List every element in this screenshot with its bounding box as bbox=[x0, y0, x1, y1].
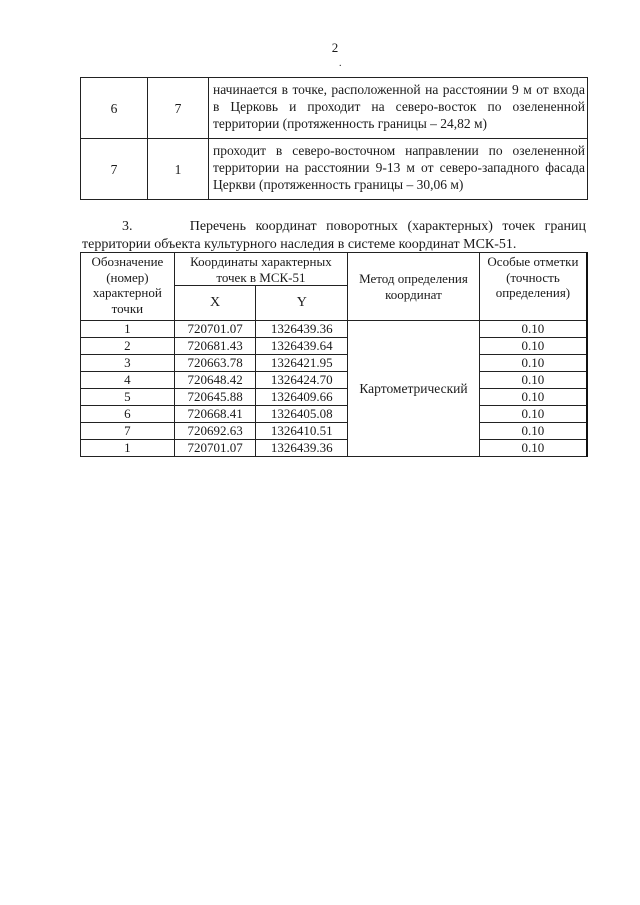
point-cell: 4 bbox=[81, 372, 175, 389]
y-cell: 1326439.36 bbox=[256, 321, 348, 338]
accuracy-cell: 0.10 bbox=[479, 372, 587, 389]
accuracy-cell: 0.10 bbox=[479, 406, 587, 423]
table-row bbox=[81, 321, 588, 338]
x-cell: 720701.07 bbox=[174, 440, 256, 457]
x-cell: 720701.07 bbox=[174, 321, 256, 338]
accuracy-cell: 0.10 bbox=[479, 321, 587, 338]
point-cell: 2 bbox=[81, 338, 175, 355]
page-mark: . bbox=[339, 58, 342, 69]
table-row bbox=[81, 406, 588, 423]
boundary-from-point: 7 bbox=[81, 139, 148, 200]
coordinates-column-header: Координаты характерных точек в МСК-51 bbox=[174, 253, 347, 286]
x-cell: 720645.88 bbox=[174, 389, 256, 406]
boundary-to-point: 7 bbox=[148, 78, 209, 139]
boundary-to-point: 1 bbox=[148, 139, 209, 200]
accuracy-cell: 0.10 bbox=[479, 355, 587, 372]
point-cell: 6 bbox=[81, 406, 175, 423]
accuracy-cell: 0.10 bbox=[479, 440, 587, 457]
boundary-from-point: 6 bbox=[81, 78, 148, 139]
table-row bbox=[81, 372, 588, 389]
table-header-row bbox=[81, 253, 588, 286]
table-row bbox=[81, 423, 588, 440]
y-column-header: Y bbox=[256, 286, 348, 321]
y-cell: 1326409.66 bbox=[256, 389, 348, 406]
point-column-header: Обозначение (номер) характерной точки bbox=[81, 253, 175, 321]
page-number: 2 bbox=[331, 40, 339, 55]
point-cell: 1 bbox=[81, 321, 175, 338]
section-3-paragraph bbox=[82, 218, 586, 254]
table-row bbox=[81, 338, 588, 355]
y-cell: 1326410.51 bbox=[256, 423, 348, 440]
x-column-header: X bbox=[174, 286, 256, 321]
accuracy-cell: 0.10 bbox=[479, 338, 587, 355]
point-cell: 5 bbox=[81, 389, 175, 406]
y-cell: 1326421.95 bbox=[256, 355, 348, 372]
accuracy-cell: 0.10 bbox=[479, 423, 587, 440]
point-cell: 3 bbox=[81, 355, 175, 372]
x-cell: 720663.78 bbox=[174, 355, 256, 372]
y-cell: 1326439.64 bbox=[256, 338, 348, 355]
y-cell: 1326424.70 bbox=[256, 372, 348, 389]
point-cell: 7 bbox=[81, 423, 175, 440]
section-text: Перечень координат поворотных (характерных) точек границ территории объекта культурного наследия в системе координат МСК-51. bbox=[82, 219, 587, 252]
x-cell: 720668.41 bbox=[174, 406, 256, 423]
accuracy-cell: 0.10 bbox=[479, 389, 587, 406]
table-row bbox=[81, 389, 588, 406]
x-cell: 720692.63 bbox=[174, 423, 256, 440]
table-row bbox=[81, 440, 588, 457]
method-column-header: Метод определения координат bbox=[348, 253, 480, 321]
table-row bbox=[81, 355, 588, 372]
point-cell: 1 bbox=[81, 440, 175, 457]
coordinates-table bbox=[80, 252, 588, 457]
x-cell: 720648.42 bbox=[174, 372, 256, 389]
x-cell: 720681.43 bbox=[174, 338, 256, 355]
notes-column-header: Особые отметки (точность определения) bbox=[479, 253, 587, 321]
method-cell: Картометрический bbox=[348, 321, 480, 457]
section-number: 3. bbox=[122, 219, 133, 234]
y-cell: 1326439.36 bbox=[256, 440, 348, 457]
y-cell: 1326405.08 bbox=[256, 406, 348, 423]
boundary-description: начинается в точке, расположенной на расстоянии 9 м от входа в Церковь и проходит на северо-восток по озелененной территории (протяженность границы – 24,82 м) bbox=[209, 78, 588, 139]
table-row bbox=[81, 78, 588, 139]
boundary-description: проходит в северо-восточном направлении по озелененной территории на расстоянии 9-13 м от северо-западного фасада Церкви (протяженность границы – 30,06 м) bbox=[209, 139, 588, 200]
boundary-description-table bbox=[80, 77, 588, 200]
table-row bbox=[81, 139, 588, 200]
